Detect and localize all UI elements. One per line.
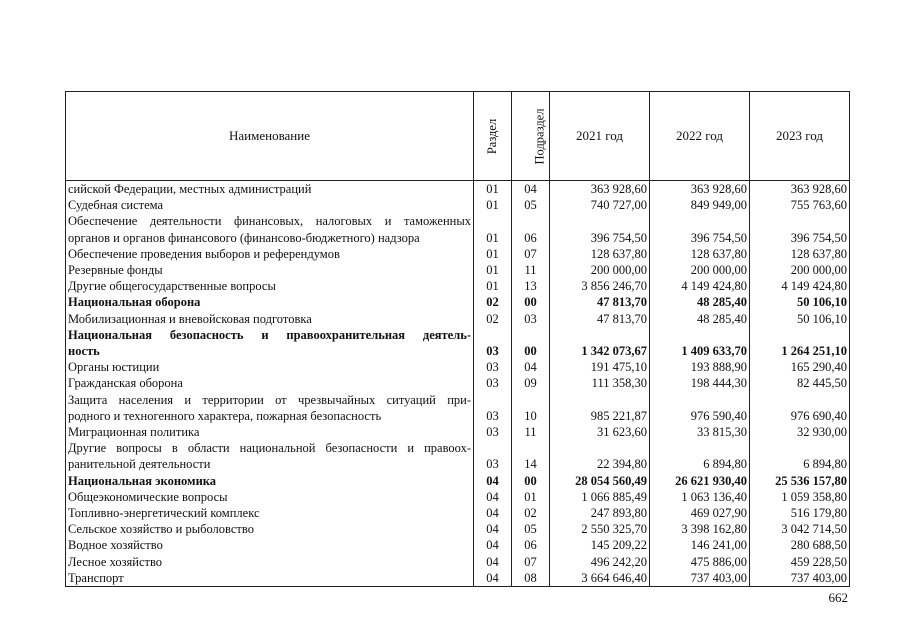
row-value-2023: 128 637,80 [750, 246, 850, 262]
row-subsection-code: 02 [512, 505, 550, 521]
row-value-2021: 985 221,87 [550, 392, 650, 424]
row-value-2021: 247 893,80 [550, 505, 650, 521]
table-row [66, 570, 850, 587]
table-body [66, 181, 850, 587]
row-value-2022: 200 000,00 [650, 262, 750, 278]
row-value-2021: 496 242,20 [550, 554, 650, 570]
row-name [66, 554, 474, 570]
row-name [66, 440, 474, 472]
row-name [66, 246, 474, 262]
row-subsection-code: 11 [512, 424, 550, 440]
row-subsection-code: 00 [512, 473, 550, 489]
row-name [66, 197, 474, 213]
row-value-2023: 32 930,00 [750, 424, 850, 440]
row-value-2021: 111 358,30 [550, 375, 650, 391]
budget-table [65, 91, 850, 587]
row-value-2023: 200 000,00 [750, 262, 850, 278]
row-name-line: ность [68, 343, 100, 358]
row-subsection-code: 07 [512, 554, 550, 570]
row-name-line: Обеспечение деятельности финансовых, налоговых и таможенных [68, 214, 471, 229]
row-section-code: 01 [474, 278, 512, 294]
row-name [66, 570, 474, 587]
row-name-line: Транспорт [68, 570, 124, 585]
row-value-2021: 128 637,80 [550, 246, 650, 262]
table-row [66, 327, 850, 359]
row-value-2023: 396 754,50 [750, 213, 850, 245]
row-value-2023: 516 179,80 [750, 505, 850, 521]
row-value-2023: 50 106,10 [750, 294, 850, 310]
row-name-line: Органы юстиции [68, 360, 160, 375]
row-value-2021: 396 754,50 [550, 213, 650, 245]
row-name-line: органов и органов финансового (финансово-бюджетного) надзора [68, 230, 420, 245]
row-name-line: Защита населения и территории от чрезвычайных ситуаций при- [68, 392, 471, 407]
table-row [66, 375, 850, 391]
row-name [66, 327, 474, 359]
row-name [66, 424, 474, 440]
row-section-code: 01 [474, 213, 512, 245]
row-value-2022: 198 444,30 [650, 375, 750, 391]
row-section-code: 03 [474, 359, 512, 375]
row-value-2022: 475 886,00 [650, 554, 750, 570]
row-name [66, 359, 474, 375]
row-subsection-code: 00 [512, 327, 550, 359]
row-value-2022: 976 590,40 [650, 392, 750, 424]
row-value-2021: 191 475,10 [550, 359, 650, 375]
row-name-line: Топливно-энергетический комплекс [68, 505, 260, 520]
row-section-code: 02 [474, 311, 512, 327]
budget-table-container [65, 91, 849, 587]
table-row [66, 311, 850, 327]
header-section [474, 92, 512, 181]
row-value-2022: 4 149 424,80 [650, 278, 750, 294]
table-row [66, 213, 850, 245]
row-value-2021: 740 727,00 [550, 197, 650, 213]
row-subsection-code: 13 [512, 278, 550, 294]
table-row [66, 294, 850, 310]
row-subsection-code: 07 [512, 246, 550, 262]
row-value-2023: 4 149 424,80 [750, 278, 850, 294]
row-value-2023: 755 763,60 [750, 197, 850, 213]
row-name-line: Судебная система [68, 198, 164, 213]
row-name-line: Национальная безопасность и правоохранительная деятель- [68, 327, 471, 342]
row-section-code: 04 [474, 537, 512, 553]
header-year-2021: 2021 год [550, 92, 650, 181]
row-name [66, 392, 474, 424]
row-subsection-code: 06 [512, 213, 550, 245]
row-section-code: 04 [474, 521, 512, 537]
row-subsection-code: 05 [512, 197, 550, 213]
header-name: Наименование [66, 92, 474, 181]
table-row [66, 278, 850, 294]
row-name-line: Сельское хозяйство и рыболовство [68, 522, 254, 537]
row-name [66, 521, 474, 537]
row-value-2023: 280 688,50 [750, 537, 850, 553]
row-value-2021: 47 813,70 [550, 294, 650, 310]
table-row [66, 424, 850, 440]
row-name [66, 537, 474, 553]
row-subsection-code: 05 [512, 521, 550, 537]
row-section-code: 04 [474, 505, 512, 521]
header-year-2023: 2023 год [750, 92, 850, 181]
row-value-2023: 165 290,40 [750, 359, 850, 375]
table-row [66, 554, 850, 570]
row-subsection-code: 00 [512, 294, 550, 310]
row-section-code: 04 [474, 489, 512, 505]
row-value-2023: 50 106,10 [750, 311, 850, 327]
row-value-2022: 6 894,80 [650, 440, 750, 472]
row-value-2021: 47 813,70 [550, 311, 650, 327]
header-subsection-label: Подраздел [532, 108, 547, 165]
row-value-2022: 48 285,40 [650, 294, 750, 310]
row-name-line: Общеэкономические вопросы [68, 489, 228, 504]
row-value-2023: 459 228,50 [750, 554, 850, 570]
row-value-2022: 193 888,90 [650, 359, 750, 375]
table-row [66, 440, 850, 472]
row-name [66, 489, 474, 505]
row-name-line: Мобилизационная и вневойсковая подготовка [68, 311, 312, 326]
row-value-2021: 363 928,60 [550, 181, 650, 198]
row-value-2022: 3 398 162,80 [650, 521, 750, 537]
row-value-2023: 363 928,60 [750, 181, 850, 198]
table-row [66, 197, 850, 213]
row-value-2023: 976 690,40 [750, 392, 850, 424]
row-value-2023: 1 059 358,80 [750, 489, 850, 505]
row-section-code: 01 [474, 246, 512, 262]
row-section-code: 03 [474, 375, 512, 391]
row-subsection-code: 04 [512, 181, 550, 198]
row-value-2022: 469 027,90 [650, 505, 750, 521]
row-value-2022: 396 754,50 [650, 213, 750, 245]
row-value-2021: 3 664 646,40 [550, 570, 650, 587]
row-value-2021: 3 856 246,70 [550, 278, 650, 294]
row-name [66, 473, 474, 489]
row-name-line: Лесное хозяйство [68, 554, 163, 569]
row-section-code: 01 [474, 262, 512, 278]
row-value-2022: 33 815,30 [650, 424, 750, 440]
table-row [66, 359, 850, 375]
row-name-line: Миграционная политика [68, 424, 200, 439]
row-value-2021: 145 209,22 [550, 537, 650, 553]
row-name-line: Гражданская оборона [68, 376, 183, 391]
row-section-code: 01 [474, 197, 512, 213]
row-subsection-code: 14 [512, 440, 550, 472]
row-subsection-code: 10 [512, 392, 550, 424]
table-row [66, 537, 850, 553]
row-name-line: Другие общегосударственные вопросы [68, 279, 276, 294]
row-name-line: ранительной деятельности [68, 457, 211, 472]
row-name-line: сийской Федерации, местных администраций [68, 182, 312, 197]
row-value-2022: 1 063 136,40 [650, 489, 750, 505]
row-value-2021: 1 066 885,49 [550, 489, 650, 505]
row-value-2023: 3 042 714,50 [750, 521, 850, 537]
row-value-2022: 128 637,80 [650, 246, 750, 262]
row-value-2021: 28 054 560,49 [550, 473, 650, 489]
header-section-label: Раздел [484, 118, 499, 155]
row-value-2022: 146 241,00 [650, 537, 750, 553]
row-section-code: 03 [474, 424, 512, 440]
table-row [66, 489, 850, 505]
row-value-2023: 82 445,50 [750, 375, 850, 391]
row-name [66, 505, 474, 521]
table-header-row [66, 92, 850, 181]
row-value-2021: 200 000,00 [550, 262, 650, 278]
row-value-2021: 31 623,60 [550, 424, 650, 440]
table-row [66, 473, 850, 489]
row-value-2023: 25 536 157,80 [750, 473, 850, 489]
row-value-2023: 6 894,80 [750, 440, 850, 472]
row-subsection-code: 01 [512, 489, 550, 505]
row-value-2021: 1 342 073,67 [550, 327, 650, 359]
row-name [66, 375, 474, 391]
table-row [66, 521, 850, 537]
row-value-2023: 737 403,00 [750, 570, 850, 587]
row-name [66, 311, 474, 327]
page-number: 662 [828, 590, 848, 605]
row-subsection-code: 06 [512, 537, 550, 553]
row-section-code: 03 [474, 327, 512, 359]
table-row [66, 392, 850, 424]
row-name-line: родного и техногенного характера, пожарная безопасность [68, 408, 382, 423]
row-value-2022: 26 621 930,40 [650, 473, 750, 489]
table-row [66, 505, 850, 521]
row-value-2022: 737 403,00 [650, 570, 750, 587]
row-section-code: 02 [474, 294, 512, 310]
row-value-2022: 363 928,60 [650, 181, 750, 198]
header-year-2022: 2022 год [650, 92, 750, 181]
row-name-line: Обеспечение проведения выборов и референдумов [68, 246, 340, 261]
row-name-line: Резервные фонды [68, 263, 163, 277]
row-section-code: 03 [474, 392, 512, 424]
table-row [66, 246, 850, 262]
table-row [66, 262, 850, 278]
row-section-code: 04 [474, 554, 512, 570]
row-name-line: Другие вопросы в области национальной безопасности и правоох- [68, 441, 471, 456]
row-subsection-code: 11 [512, 262, 550, 278]
row-value-2022: 48 285,40 [650, 311, 750, 327]
row-value-2022: 1 409 633,70 [650, 327, 750, 359]
row-subsection-code: 04 [512, 359, 550, 375]
row-name [66, 213, 474, 245]
row-value-2021: 22 394,80 [550, 440, 650, 472]
row-name [66, 294, 474, 310]
table-row [66, 181, 850, 198]
row-subsection-code: 08 [512, 570, 550, 587]
row-name-line: Национальная оборона [68, 295, 201, 310]
row-section-code: 04 [474, 473, 512, 489]
row-name [66, 278, 474, 294]
row-name-line: Водное хозяйство [68, 538, 163, 553]
row-name [66, 262, 474, 278]
row-section-code: 04 [474, 570, 512, 587]
row-section-code: 01 [474, 181, 512, 198]
row-subsection-code: 03 [512, 311, 550, 327]
row-value-2022: 849 949,00 [650, 197, 750, 213]
row-subsection-code: 09 [512, 375, 550, 391]
row-value-2021: 2 550 325,70 [550, 521, 650, 537]
row-name-line: Национальная экономика [68, 473, 217, 488]
row-section-code: 03 [474, 440, 512, 472]
row-value-2023: 1 264 251,10 [750, 327, 850, 359]
header-subsection [512, 92, 550, 181]
row-name [66, 181, 474, 198]
